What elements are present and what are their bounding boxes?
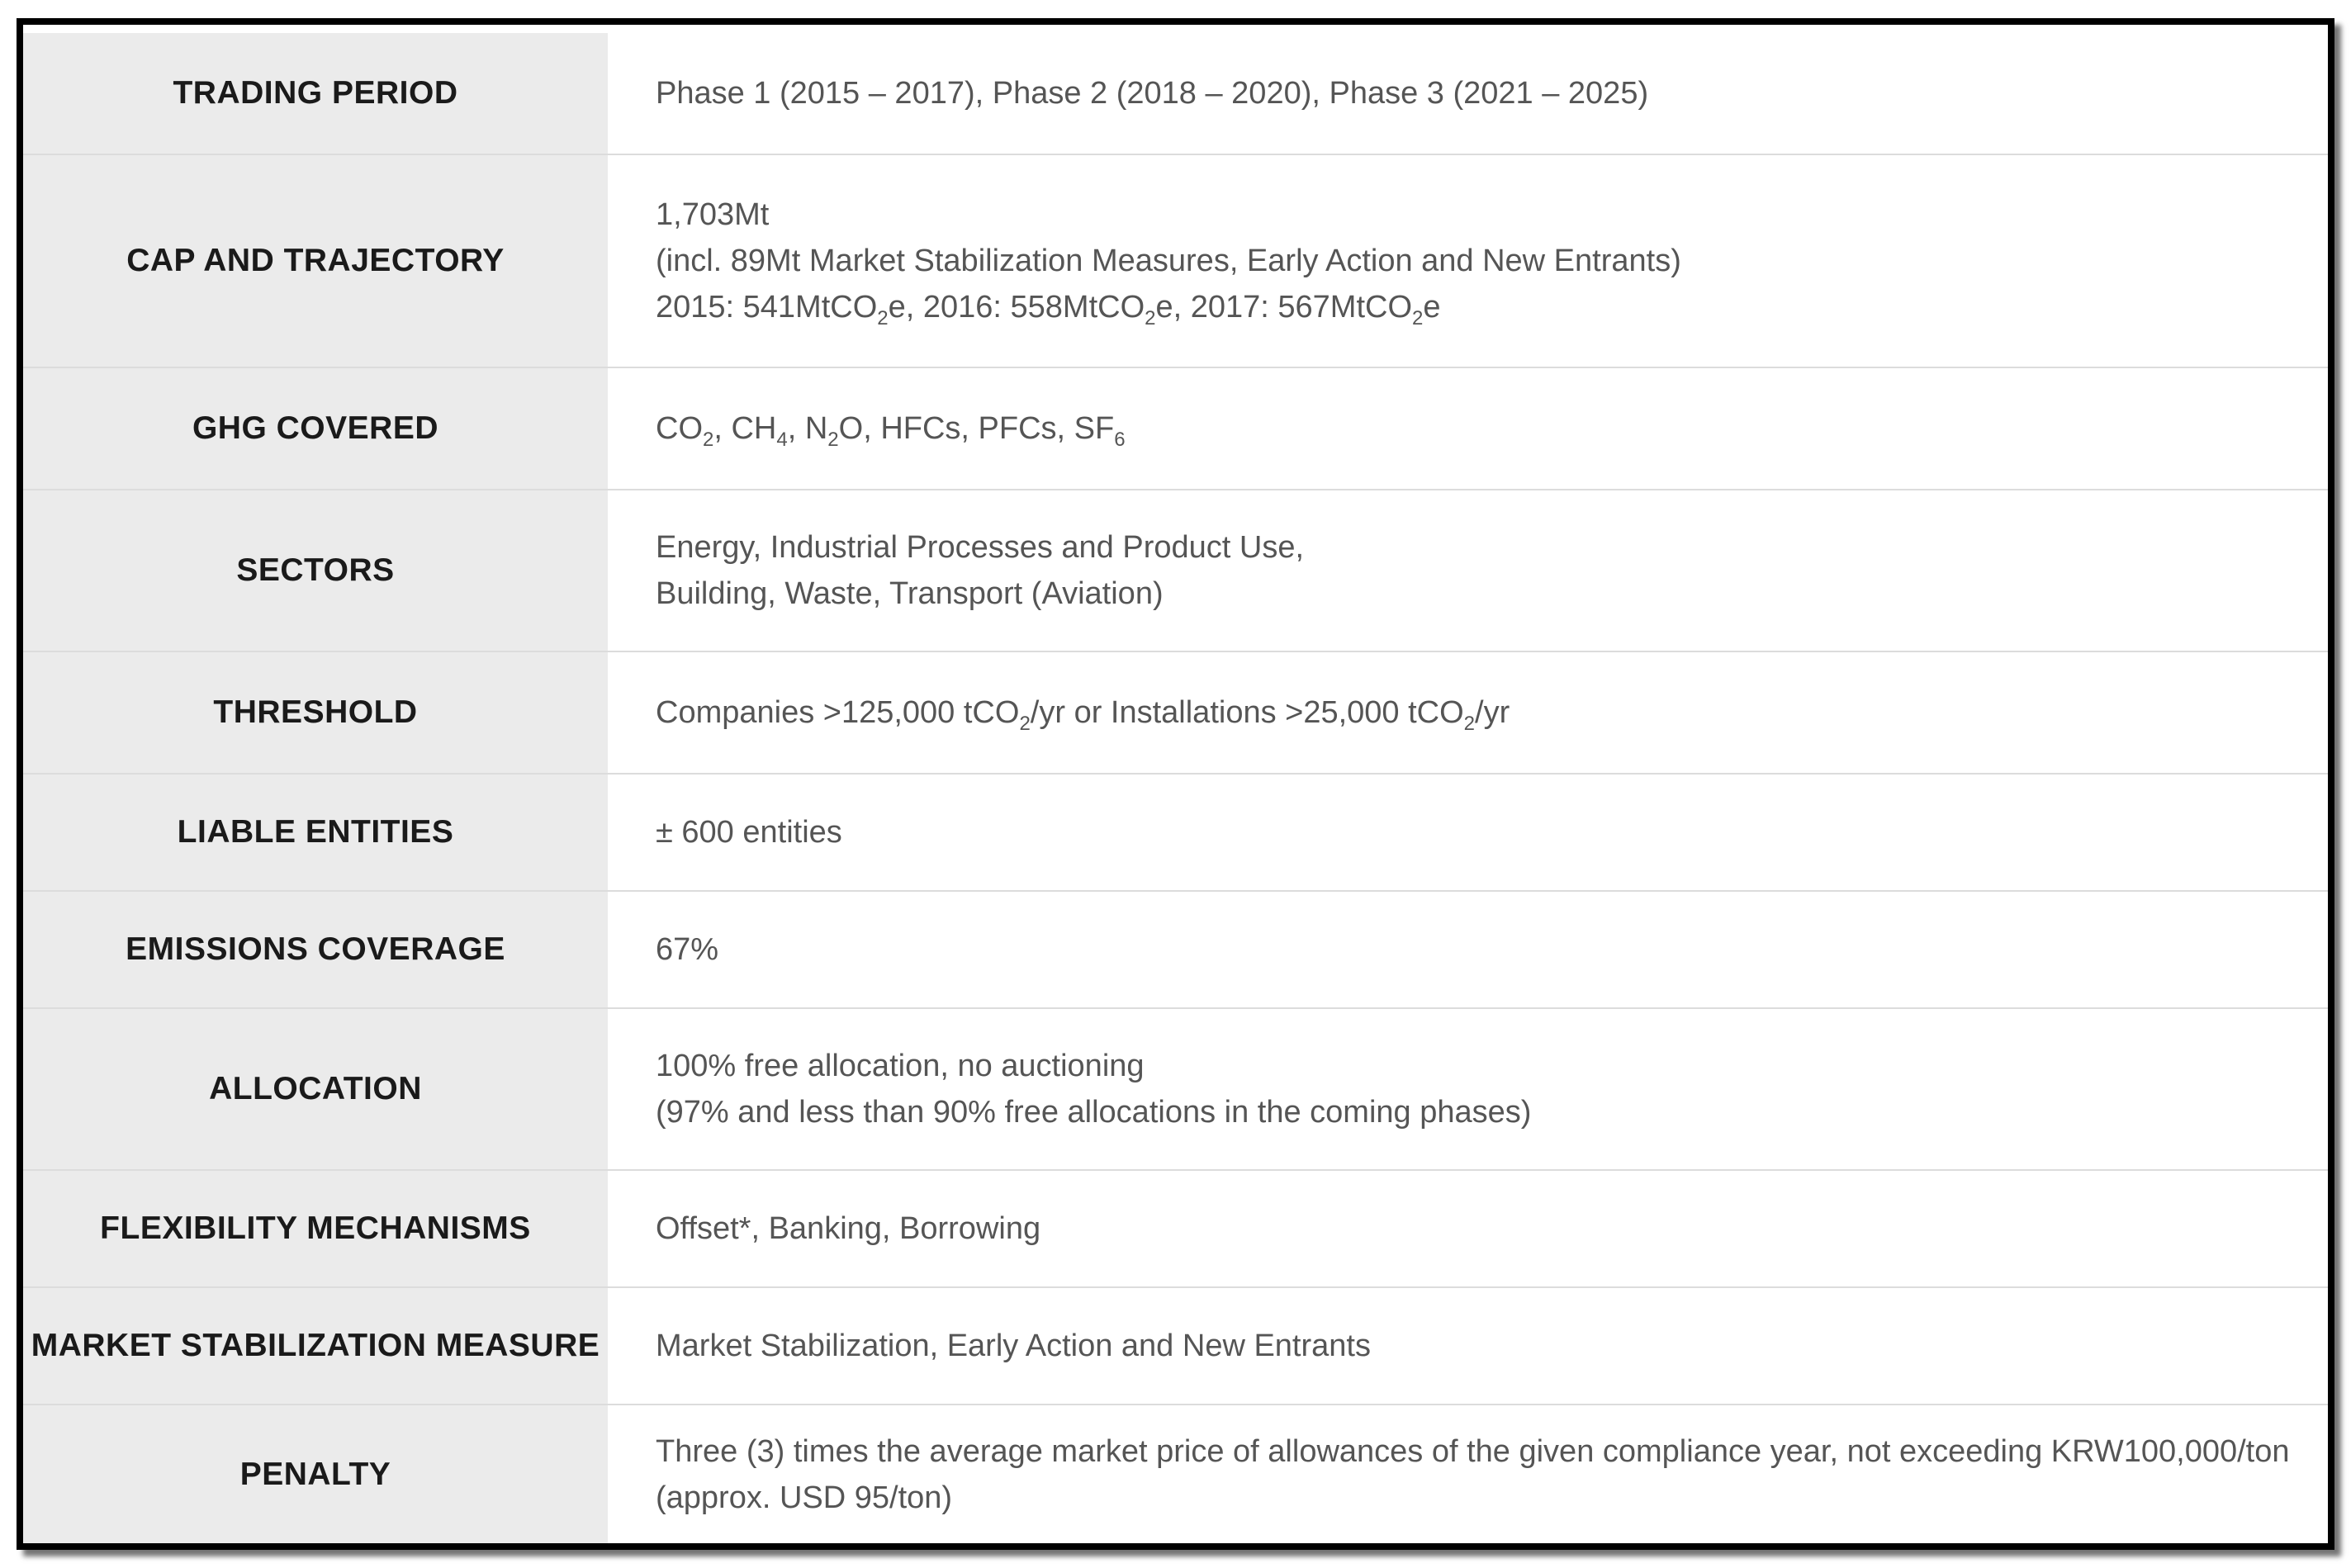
value-text: ± 600 entities bbox=[656, 815, 842, 850]
value-line bbox=[656, 1089, 2295, 1135]
row-label: SECTORS bbox=[23, 490, 608, 651]
table-frame bbox=[17, 18, 2334, 1550]
value-text: O, HFCs, PFCs, SF bbox=[838, 411, 1115, 446]
subscript: 2 bbox=[877, 307, 889, 329]
table-row bbox=[23, 33, 2328, 155]
row-value bbox=[608, 892, 2328, 1007]
value-line bbox=[656, 524, 2295, 571]
row-label: PENALTY bbox=[23, 1405, 608, 1543]
value-text: /yr bbox=[1475, 695, 1510, 730]
table-row bbox=[23, 652, 2328, 775]
row-value bbox=[608, 490, 2328, 651]
value-text: Building, Waste, Transport (Aviation) bbox=[656, 576, 1164, 611]
row-value bbox=[608, 652, 2328, 773]
value-line bbox=[656, 1475, 2295, 1521]
subscript: 2 bbox=[827, 429, 839, 451]
value-line bbox=[656, 284, 2295, 330]
subscript: 2 bbox=[703, 429, 714, 451]
table-row bbox=[23, 1288, 2328, 1405]
row-label: MARKET STABILIZATION MEASURE bbox=[23, 1288, 608, 1404]
subscript: 2 bbox=[1145, 307, 1156, 329]
subscript: 2 bbox=[1019, 713, 1031, 735]
value-line bbox=[656, 1428, 2295, 1475]
row-value bbox=[608, 1405, 2328, 1543]
table-row bbox=[23, 1009, 2328, 1171]
value-line bbox=[656, 1206, 2295, 1252]
row-value bbox=[608, 1009, 2328, 1169]
row-label: THRESHOLD bbox=[23, 652, 608, 773]
subscript: 6 bbox=[1114, 429, 1126, 451]
row-label: ALLOCATION bbox=[23, 1009, 608, 1169]
row-value bbox=[608, 155, 2328, 367]
value-line bbox=[656, 1323, 2295, 1369]
value-text: e, 2016: 558MtCO bbox=[888, 290, 1145, 324]
table-row bbox=[23, 892, 2328, 1009]
value-text: Phase 1 (2015 – 2017), Phase 2 (2018 – 2020), Phase 3 (2021 – 2025) bbox=[656, 76, 1649, 111]
value-text: /yr or Installations >25,000 tCO bbox=[1030, 695, 1464, 730]
row-label: FLEXIBILITY MECHANISMS bbox=[23, 1171, 608, 1286]
row-label: CAP AND TRAJECTORY bbox=[23, 155, 608, 367]
value-text: Three (3) times the average market price of allowances of the given compliance year, not exceeding KRW100,000/ton bbox=[656, 1433, 2290, 1469]
table-row bbox=[23, 775, 2328, 892]
value-text: 67% bbox=[656, 932, 719, 967]
row-value bbox=[608, 1288, 2328, 1404]
value-line bbox=[656, 809, 2295, 855]
row-label: EMISSIONS COVERAGE bbox=[23, 892, 608, 1007]
value-text: Offset*, Banking, Borrowing bbox=[656, 1211, 1041, 1246]
table-row bbox=[23, 1171, 2328, 1288]
row-value bbox=[608, 33, 2328, 154]
value-text: 100% free allocation, no auctioning bbox=[656, 1049, 1145, 1083]
subscript: 2 bbox=[1463, 713, 1476, 735]
value-text: Market Stabilization, Early Action and New Entrants bbox=[656, 1329, 1371, 1363]
value-text: , N bbox=[787, 411, 828, 446]
table-row bbox=[23, 1405, 2328, 1543]
value-line bbox=[656, 1043, 2295, 1089]
row-value bbox=[608, 1171, 2328, 1286]
subscript: 4 bbox=[776, 429, 788, 451]
value-line bbox=[656, 238, 2295, 284]
row-label: GHG COVERED bbox=[23, 368, 608, 489]
table-row bbox=[23, 155, 2328, 368]
value-text: 1,703Mt bbox=[656, 197, 770, 232]
value-text: (approx. USD 95/ton) bbox=[656, 1480, 953, 1515]
value-line bbox=[656, 192, 2295, 238]
value-text: (97% and less than 90% free allocations in the coming phases) bbox=[656, 1095, 1532, 1130]
value-line bbox=[656, 70, 2295, 116]
value-line bbox=[656, 926, 2295, 973]
value-text: e bbox=[1423, 290, 1441, 324]
value-text: 2015: 541MtCO bbox=[656, 290, 878, 324]
value-text: CO bbox=[656, 411, 703, 446]
value-text: , CH bbox=[713, 411, 777, 446]
value-text: Energy, Industrial Processes and Product Use, bbox=[656, 530, 1305, 565]
table-row bbox=[23, 368, 2328, 490]
subscript: 2 bbox=[1412, 307, 1424, 329]
value-line bbox=[656, 571, 2295, 617]
ets-summary-table bbox=[23, 33, 2328, 1543]
value-text: e, 2017: 567MtCO bbox=[1155, 290, 1413, 324]
row-value bbox=[608, 775, 2328, 890]
row-label: TRADING PERIOD bbox=[23, 33, 608, 154]
value-line bbox=[656, 689, 2295, 736]
value-text: (incl. 89Mt Market Stabilization Measures, Early Action and New Entrants) bbox=[656, 244, 1681, 278]
value-line bbox=[656, 405, 2295, 452]
value-text: Companies >125,000 tCO bbox=[656, 695, 1020, 730]
row-value bbox=[608, 368, 2328, 489]
table-row bbox=[23, 490, 2328, 652]
row-label: LIABLE ENTITIES bbox=[23, 775, 608, 890]
